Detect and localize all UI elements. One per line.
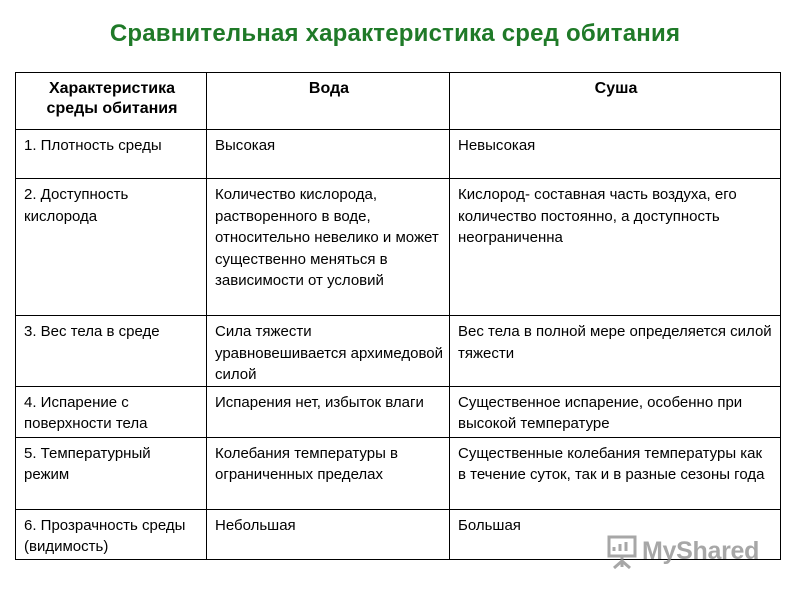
header-land: Суша bbox=[450, 73, 781, 130]
comparison-table bbox=[15, 72, 781, 560]
row-water: Сила тяжести уравновешивается архимедовой силой bbox=[207, 316, 450, 387]
row-water: Колебания температуры в ограниченных пределах bbox=[207, 437, 450, 509]
table-header-row bbox=[16, 73, 781, 130]
table-row bbox=[16, 386, 781, 437]
row-characteristic: 1. Плотность среды bbox=[16, 130, 207, 179]
table-row bbox=[16, 316, 781, 387]
row-water: Количество кислорода, растворенного в воде, относительно невелико и может существенно меняться в зависимости от условий bbox=[207, 179, 450, 316]
row-water: Небольшая bbox=[207, 509, 450, 559]
watermark-text: MyShared bbox=[642, 536, 760, 565]
table-row bbox=[16, 437, 781, 509]
row-characteristic: 3. Вес тела в среде bbox=[16, 316, 207, 387]
row-characteristic: 4. Испарение с поверхности тела bbox=[16, 386, 207, 437]
row-characteristic: 2. Доступность кислорода bbox=[16, 179, 207, 316]
row-land: Большая bbox=[450, 509, 781, 559]
presentation-board-icon bbox=[606, 533, 638, 569]
row-land: Существенное испарение, особенно при высокой температуре bbox=[450, 386, 781, 437]
header-water: Вода bbox=[207, 73, 450, 130]
row-characteristic: 6. Прозрачность среды (видимость) bbox=[16, 509, 207, 559]
table-row bbox=[16, 130, 781, 179]
row-land: Вес тела в полной мере определяется силой тяжести bbox=[450, 316, 781, 387]
row-characteristic: 5. Температурный режим bbox=[16, 437, 207, 509]
row-water: Испарения нет, избыток влаги bbox=[207, 386, 450, 437]
table-row bbox=[16, 179, 781, 316]
row-land: Кислород- составная часть воздуха, его количество постоянно, а доступность неограниченна bbox=[450, 179, 781, 316]
watermark bbox=[606, 533, 759, 569]
page-title: Сравнительная характеристика сред обитания bbox=[109, 20, 681, 47]
row-land: Существенные колебания температуры как в течение суток, так и в разные сезоны года bbox=[450, 437, 781, 509]
header-characteristic: Характеристика среды обитания bbox=[16, 73, 207, 130]
row-land: Невысокая bbox=[450, 130, 781, 179]
row-water: Высокая bbox=[207, 130, 450, 179]
